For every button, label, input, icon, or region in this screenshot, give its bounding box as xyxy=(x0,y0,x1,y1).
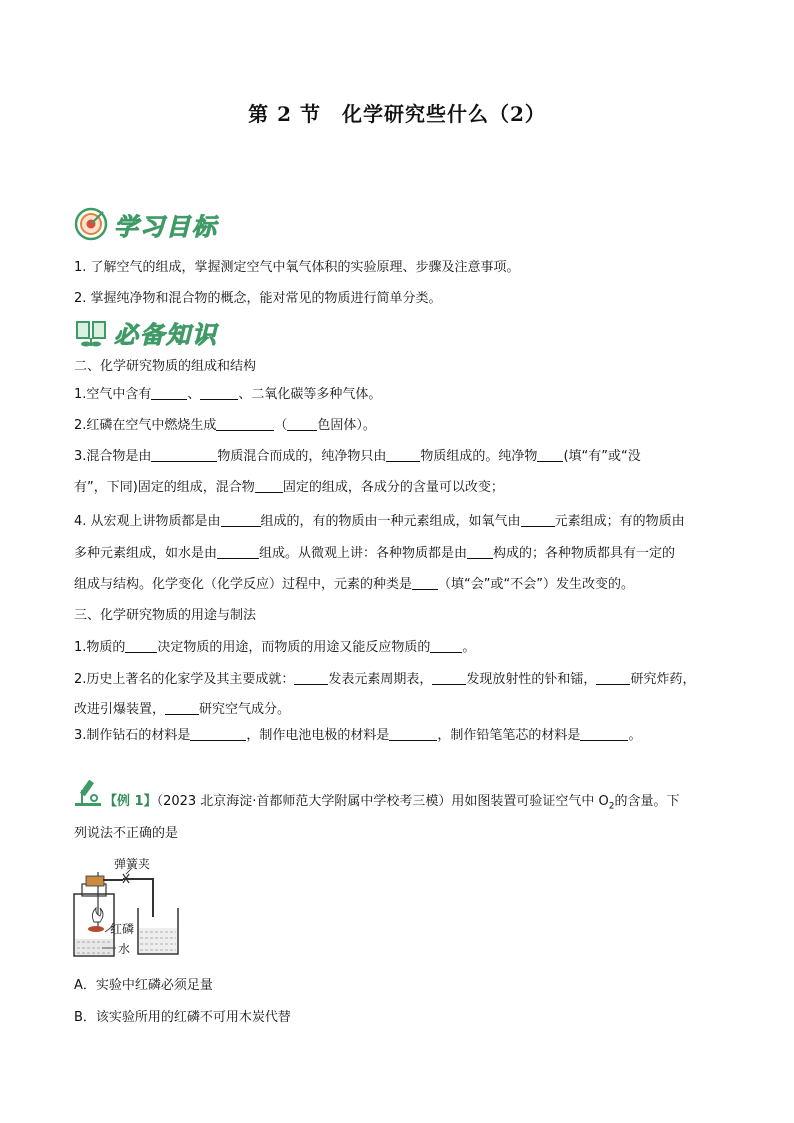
heading-composition: 二、化学研究物质的组成和结构 xyxy=(74,359,257,374)
blank[interactable] xyxy=(432,670,466,685)
question-1: 1.空气中含有 、 、二氧化碳等多种气体。 xyxy=(74,387,382,402)
blank[interactable] xyxy=(596,670,630,685)
question-5: 1.物质的 决定物质的用途，而物质的用途又能反应物质的 。 xyxy=(74,640,476,655)
question-3-line-2: 有”，下同)固定的组成，混合物 固定的组成，各成分的含量可以改变； xyxy=(74,480,504,495)
learning-goals-banner xyxy=(74,206,218,242)
blank[interactable] xyxy=(389,726,437,741)
question-3-line-1: 3.混合物是由 物质混合而成的，纯净物只由 物质组成的。纯净物 (填“有”或“没 xyxy=(74,449,641,464)
apparatus-figure xyxy=(72,854,192,964)
blank[interactable] xyxy=(216,416,274,431)
clamp-label: 弹簧夹 xyxy=(114,857,151,871)
blank[interactable] xyxy=(412,575,438,590)
question-4-line-2: 多种元素组成，如水是由 组成。从微观上讲：各种物质都是由 构成的；各种物质都具有一定的 xyxy=(74,546,676,561)
blank[interactable] xyxy=(200,385,238,400)
phosphorus-label: 红磷 xyxy=(110,922,135,936)
example-label: 【例 1】 xyxy=(104,794,157,809)
question-7: 3.制作钻石的材料是 ，制作电池电极的材料是 ，制作铅笔笔芯的材料是 。 xyxy=(74,728,642,743)
heading-uses: 三、化学研究物质的用途与制法 xyxy=(74,608,257,623)
question-6-line-1: 2.历史上著名的化家学及其主要成就： 发表元素周期表， 发现放射性的钋和镭， 研究炸药， xyxy=(74,672,696,687)
blank[interactable] xyxy=(190,726,246,741)
knowledge-title: 必备知识 xyxy=(114,320,218,349)
blank[interactable] xyxy=(537,447,563,462)
water-label: 水 xyxy=(118,942,131,956)
blank[interactable] xyxy=(125,638,157,653)
blank[interactable] xyxy=(255,478,283,493)
target-icon xyxy=(74,207,108,241)
example-question-line-1: 【例 1】（2023 北京海淀·首都师范大学附属中学校考三模）用如图装置可验证空气中 $O_2$的含量。下 xyxy=(104,794,680,812)
blank[interactable] xyxy=(287,416,317,431)
blank[interactable] xyxy=(165,700,199,715)
microscope-icon xyxy=(72,776,104,808)
example-question-line-2: 列说法不正确的是 xyxy=(74,826,179,841)
goal-item-2: 2. 掌握纯净物和混合物的概念，能对常见的物质进行简单分类。 xyxy=(74,291,442,306)
question-6-line-2: 改进引爆装置， 研究空气成分。 xyxy=(74,702,291,717)
blank[interactable] xyxy=(294,670,328,685)
question-2: 2.红磷在空气中燃烧生成 （ 色固体）。 xyxy=(74,418,376,433)
blank[interactable] xyxy=(217,544,259,559)
knowledge-banner xyxy=(74,314,218,350)
learning-goals-title: 学习目标 xyxy=(114,212,218,241)
blank[interactable] xyxy=(467,544,493,559)
page-title: 第 2 节 化学研究些什么（2） xyxy=(248,102,546,126)
blank[interactable] xyxy=(386,447,420,462)
blank[interactable] xyxy=(430,638,462,653)
blank[interactable] xyxy=(521,512,555,527)
goal-item-1: 1. 了解空气的组成，掌握测定空气中氧气体积的实验原理、步骤及注意事项。 xyxy=(74,260,520,275)
blank[interactable] xyxy=(151,447,217,462)
option-a[interactable]: A．实验中红磷必须足量 xyxy=(74,978,213,993)
blank[interactable] xyxy=(151,385,187,400)
question-4-line-1: 4. 从宏观上讲物质都是由 组成的，有的物质由一种元素组成，如氧气由 元素组成；有的物质由 xyxy=(74,514,685,529)
blank[interactable] xyxy=(221,512,261,527)
book-plant-icon xyxy=(74,316,108,348)
question-4-line-3: 组成与结构。化学变化（化学反应）过程中，元素的种类是 （填“会”或“不会”）发生改变的。 xyxy=(74,577,634,592)
option-b[interactable]: B．该实验所用的红磷不可用木炭代替 xyxy=(74,1010,291,1025)
blank[interactable] xyxy=(580,726,628,741)
